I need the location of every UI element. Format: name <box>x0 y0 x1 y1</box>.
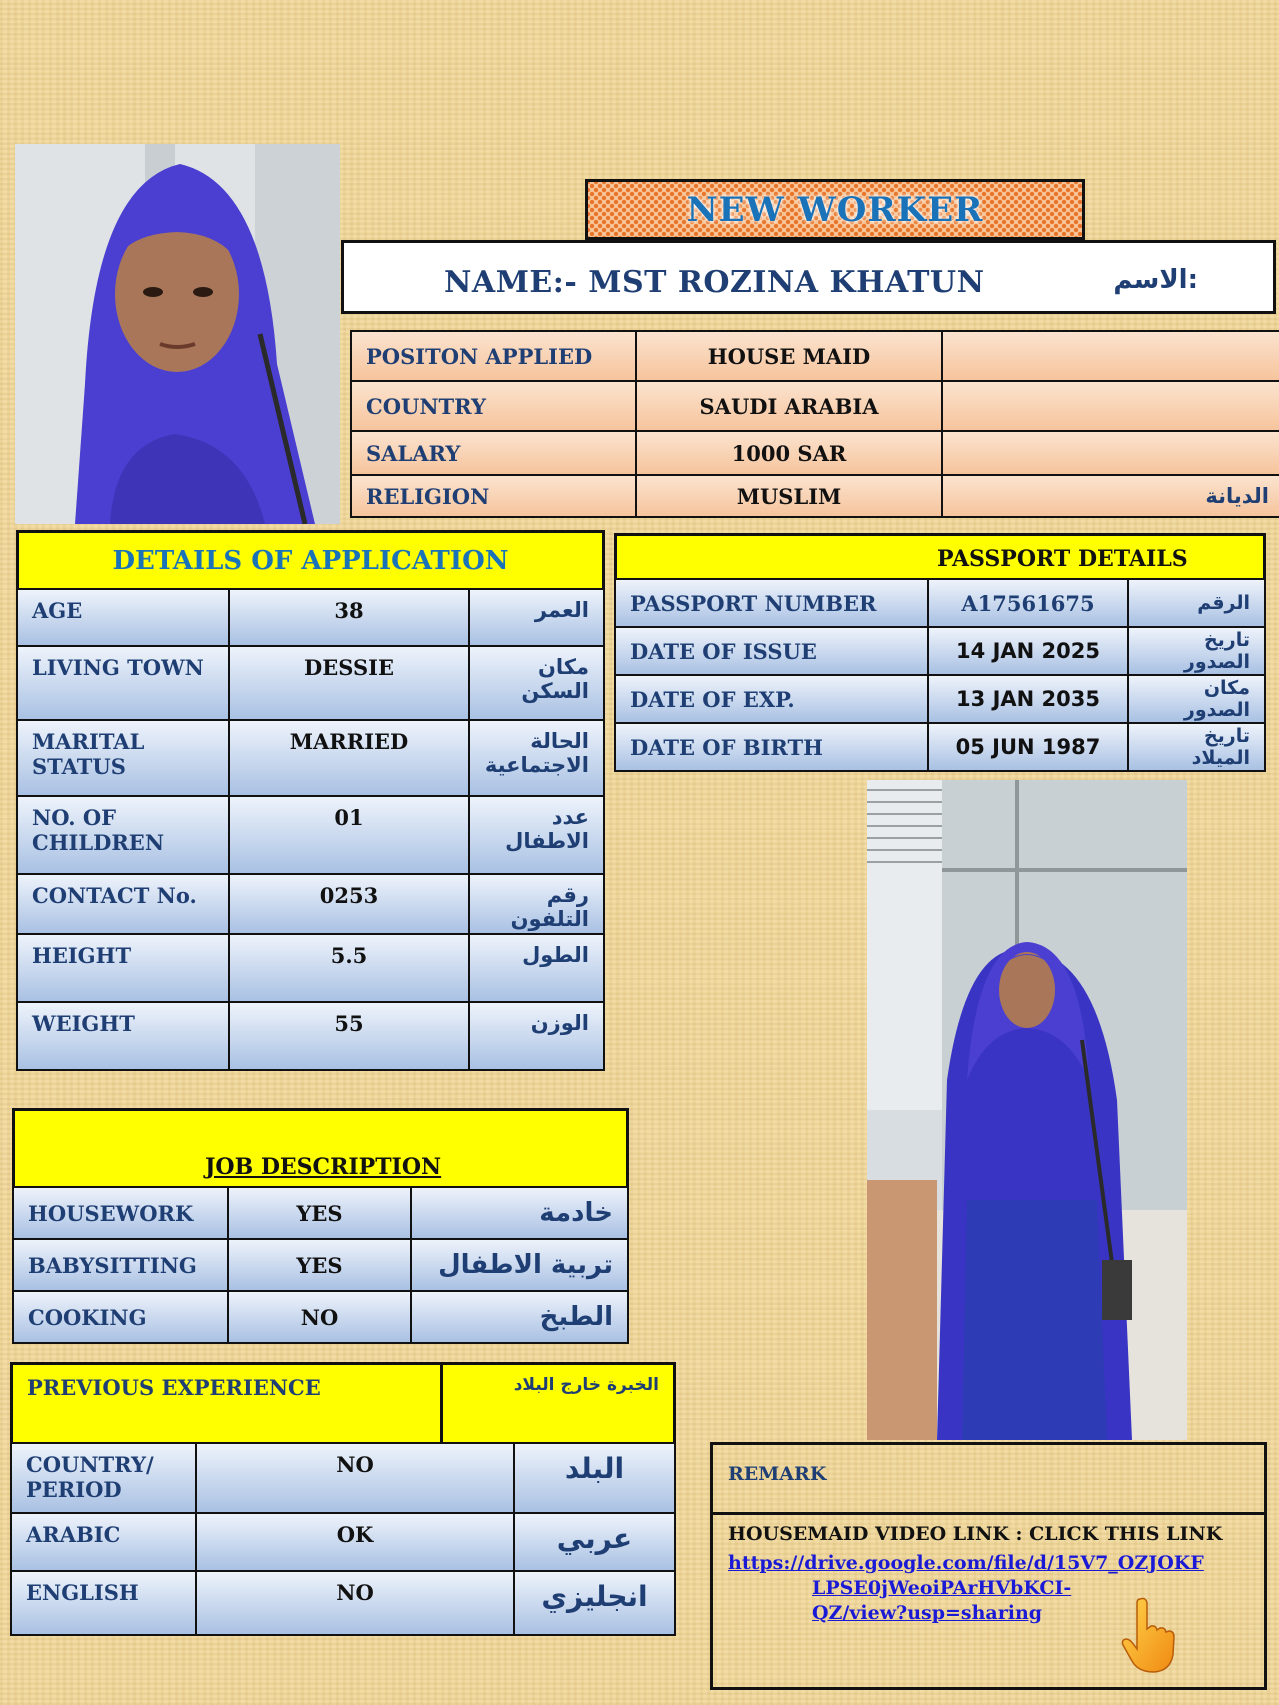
position-arabic <box>942 331 1279 381</box>
table-row <box>11 1571 675 1635</box>
remark-header <box>713 1445 1264 1515</box>
country-period-value: NO <box>196 1443 514 1513</box>
table-row <box>17 874 604 934</box>
passport-title: PASSPORT DETAILS <box>937 546 1188 572</box>
name-box <box>341 240 1276 314</box>
passport-number-arabic: الرقم <box>1128 579 1265 627</box>
english-label: ENGLISH <box>11 1571 196 1635</box>
passport-table <box>614 578 1266 772</box>
banner-title: NEW WORKER <box>686 189 984 230</box>
table-row <box>13 1239 628 1291</box>
age-arabic: العمر <box>469 589 604 646</box>
position-value: HOUSE MAID <box>636 331 942 381</box>
babysitting-value: YES <box>228 1239 411 1291</box>
video-link-line-1: https://drive.google.com/file/d/15V7_OZJOKF <box>728 1552 1204 1574</box>
table-row <box>615 627 1265 675</box>
marital-status-value: MARRIED <box>229 720 469 796</box>
application-title: DETAILS OF APPLICATION <box>112 545 509 576</box>
salary-label: SALARY <box>351 431 636 475</box>
job-title: JOB DESCRIPTION <box>205 1154 442 1180</box>
table-row <box>13 1291 628 1343</box>
job-table <box>12 1186 629 1344</box>
application-header <box>16 530 605 588</box>
religion-arabic: الديانة <box>942 475 1279 517</box>
table-row <box>17 796 604 874</box>
birth-date-arabic: تاريخ الميلاد <box>1128 723 1265 771</box>
issue-date-value: 14 JAN 2025 <box>928 627 1128 675</box>
religion-label: RELIGION <box>351 475 636 517</box>
housework-arabic: خادمة <box>411 1187 628 1239</box>
table-row <box>11 1443 675 1513</box>
weight-arabic: الوزن <box>469 1002 604 1070</box>
age-label: AGE <box>17 589 229 646</box>
cooking-arabic: الطبخ <box>411 1291 628 1343</box>
children-label: NO. OF CHILDREN <box>17 796 229 874</box>
table-row <box>17 589 604 646</box>
table-row <box>615 675 1265 723</box>
table-row <box>351 475 1279 517</box>
table-row <box>13 1187 628 1239</box>
passport-header <box>614 533 1266 578</box>
english-value: NO <box>196 1571 514 1635</box>
position-label: POSITON APPLIED <box>351 331 636 381</box>
pointing-hand-icon <box>1118 1595 1178 1675</box>
table-row <box>17 646 604 720</box>
height-value: 5.5 <box>229 934 469 1002</box>
experience-title: PREVIOUS EXPERIENCE <box>12 1364 442 1444</box>
remark-box <box>710 1442 1267 1690</box>
name-arabic-label: الاسم: <box>1113 265 1198 295</box>
babysitting-arabic: تربية الاطفال <box>411 1239 628 1291</box>
living-town-label: LIVING TOWN <box>17 646 229 720</box>
housework-label: HOUSEWORK <box>13 1187 228 1239</box>
marital-status-arabic: الحالة الاجتماعية <box>469 720 604 796</box>
weight-value: 55 <box>229 1002 469 1070</box>
height-arabic: الطول <box>469 934 604 1002</box>
arabic-arabic: عربي <box>514 1513 675 1571</box>
expiry-date-arabic: مكان الصدور <box>1128 675 1265 723</box>
full-body-photo <box>867 780 1187 1440</box>
contact-value: 0253 <box>229 874 469 934</box>
experience-header-row <box>12 1364 675 1444</box>
children-arabic: عدد الاطفال <box>469 796 604 874</box>
country-value: SAUDI ARABIA <box>636 381 942 431</box>
salary-value: 1000 SAR <box>636 431 942 475</box>
issue-date-label: DATE OF ISSUE <box>615 627 928 675</box>
living-town-value: DESSIE <box>229 646 469 720</box>
passport-number-label: PASSPORT NUMBER <box>615 579 928 627</box>
new-worker-banner <box>585 179 1085 240</box>
position-table <box>350 330 1279 518</box>
arabic-value: OK <box>196 1513 514 1571</box>
table-row <box>615 579 1265 627</box>
portrait-photo <box>15 144 340 524</box>
weight-label: WEIGHT <box>17 1002 229 1070</box>
cooking-label: COOKING <box>13 1291 228 1343</box>
experience-arabic-title: الخبرة خارج البلاد <box>441 1364 674 1444</box>
contact-arabic: رقم التلفون <box>469 874 604 934</box>
babysitting-label: BABYSITTING <box>13 1239 228 1291</box>
passport-number-value: A17561675 <box>928 579 1128 627</box>
job-header <box>12 1108 629 1186</box>
issue-date-arabic: تاريخ الصدور <box>1128 627 1265 675</box>
expiry-date-label: DATE OF EXP. <box>615 675 928 723</box>
table-row <box>351 381 1279 431</box>
worker-name: NAME:- MST ROZINA KHATUN <box>444 265 985 300</box>
cooking-value: NO <box>228 1291 411 1343</box>
video-link-line-2: LPSE0jWeoiPArHVbKCI- <box>812 1577 1072 1599</box>
application-table <box>16 588 605 1071</box>
table-row <box>351 331 1279 381</box>
table-row <box>17 1002 604 1070</box>
experience-table <box>10 1362 676 1445</box>
marital-status-label: MARITAL STATUS <box>17 720 229 796</box>
video-link-line-3: QZ/view?usp=sharing <box>812 1602 1043 1624</box>
height-label: HEIGHT <box>17 934 229 1002</box>
remark-title: REMARK <box>728 1463 827 1485</box>
table-row <box>17 720 604 796</box>
contact-label: CONTACT No. <box>17 874 229 934</box>
children-value: 01 <box>229 796 469 874</box>
arabic-label: ARABIC <box>11 1513 196 1571</box>
country-label: COUNTRY <box>351 381 636 431</box>
religion-value: MUSLIM <box>636 475 942 517</box>
table-row <box>11 1513 675 1571</box>
living-town-arabic: مكان السكن <box>469 646 604 720</box>
video-label: HOUSEMAID VIDEO LINK : CLICK THIS LINK <box>728 1523 1223 1545</box>
expiry-date-value: 13 JAN 2035 <box>928 675 1128 723</box>
birth-date-label: DATE OF BIRTH <box>615 723 928 771</box>
table-row <box>615 723 1265 771</box>
experience-rows <box>10 1442 676 1636</box>
housework-value: YES <box>228 1187 411 1239</box>
birth-date-value: 05 JUN 1987 <box>928 723 1128 771</box>
country-arabic <box>942 381 1279 431</box>
english-arabic: انجليزي <box>514 1571 675 1635</box>
country-period-label: COUNTRY/ PERIOD <box>11 1443 196 1513</box>
salary-arabic <box>942 431 1279 475</box>
country-period-arabic: البلد <box>514 1443 675 1513</box>
table-row <box>351 431 1279 475</box>
age-value: 38 <box>229 589 469 646</box>
table-row <box>17 934 604 1002</box>
